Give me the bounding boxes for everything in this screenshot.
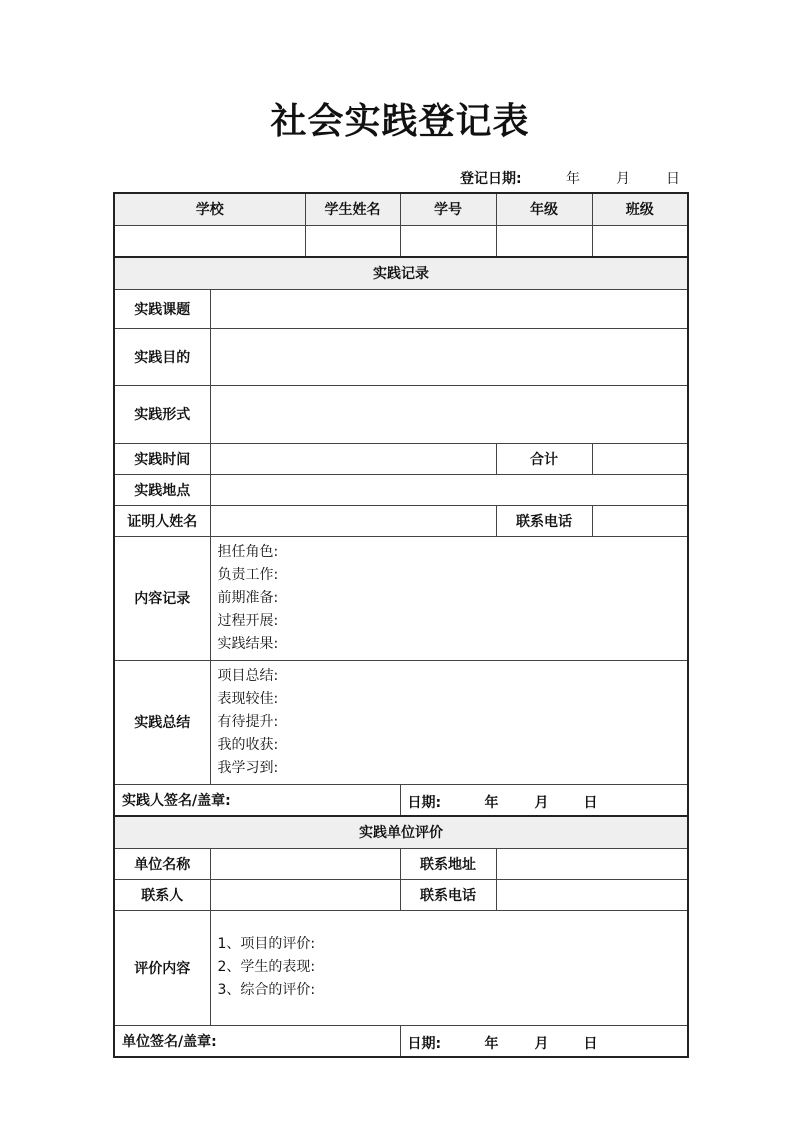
summary-label: 实践总结 xyxy=(114,660,210,784)
total-field[interactable] xyxy=(592,443,688,474)
witness-name-label: 证明人姓名 xyxy=(114,505,210,536)
unit-signature-field[interactable] xyxy=(114,1025,400,1057)
unit-name-label: 单位名称 xyxy=(114,848,210,879)
evaluation-item-overall: 3、综合的评价: xyxy=(217,981,316,998)
summary-item-strengths: 表现较佳: xyxy=(217,690,279,707)
header-student-id: 学号 xyxy=(400,193,496,225)
unit-signature-label: 单位签名/盖章: xyxy=(122,1033,217,1050)
practitioner-date-day: 日 xyxy=(583,794,598,811)
contact-address-label: 联系地址 xyxy=(400,848,496,879)
practitioner-date-year: 年 xyxy=(484,794,499,811)
summary-field[interactable] xyxy=(210,660,688,784)
student-name-field[interactable] xyxy=(305,225,400,257)
content-record-label: 内容记录 xyxy=(114,536,210,660)
witness-phone-field[interactable] xyxy=(592,505,688,536)
unit-date-month: 月 xyxy=(534,1035,549,1052)
contact-person-field[interactable] xyxy=(210,879,400,910)
content-item-process: 过程开展: xyxy=(217,612,279,629)
header-student-name: 学生姓名 xyxy=(305,193,400,225)
unit-phone-field[interactable] xyxy=(496,879,688,910)
practitioner-signature-field[interactable] xyxy=(114,784,400,816)
registration-date-year: 年 xyxy=(566,171,580,187)
header-grade: 年级 xyxy=(496,193,592,225)
unit-date-year: 年 xyxy=(484,1035,499,1052)
contact-address-field[interactable] xyxy=(496,848,688,879)
summary-item-gains: 我的收获: xyxy=(217,736,279,753)
practitioner-date-month: 月 xyxy=(534,794,549,811)
topic-field[interactable] xyxy=(210,289,688,328)
content-item-preparation: 前期准备: xyxy=(217,589,279,606)
purpose-field[interactable] xyxy=(210,328,688,385)
witness-phone-label: 联系电话 xyxy=(496,505,592,536)
practitioner-date-label: 日期: xyxy=(407,794,442,811)
content-item-result: 实践结果: xyxy=(217,635,279,652)
location-field[interactable] xyxy=(210,474,688,505)
purpose-label: 实践目的 xyxy=(114,328,210,385)
practitioner-date-field[interactable] xyxy=(400,784,688,816)
grade-field[interactable] xyxy=(496,225,592,257)
header-school: 学校 xyxy=(114,193,305,225)
unit-phone-label: 联系电话 xyxy=(400,879,496,910)
topic-label: 实践课题 xyxy=(114,289,210,328)
content-item-work: 负责工作: xyxy=(217,566,279,583)
contact-person-label: 联系人 xyxy=(114,879,210,910)
time-label: 实践时间 xyxy=(114,443,210,474)
content-record-field[interactable] xyxy=(210,536,688,660)
unit-date-field[interactable] xyxy=(400,1025,688,1057)
summary-item-improve: 有待提升: xyxy=(217,713,279,730)
evaluation-item-project: 1、项目的评价: xyxy=(217,935,316,952)
practice-record-section-title: 实践记录 xyxy=(114,257,688,289)
evaluation-content-label: 评价内容 xyxy=(114,910,210,1025)
registration-form-table xyxy=(113,192,689,1058)
evaluation-item-student: 2、学生的表现: xyxy=(217,958,316,975)
registration-date-day: 日 xyxy=(666,171,680,187)
unit-evaluation-section-title: 实践单位评价 xyxy=(114,816,688,848)
class-field[interactable] xyxy=(592,225,688,257)
summary-item-project: 项目总结: xyxy=(217,667,279,684)
header-class: 班级 xyxy=(592,193,688,225)
content-item-role: 担任角色: xyxy=(217,543,279,560)
form-label: 实践形式 xyxy=(114,385,210,443)
registration-date xyxy=(460,168,686,190)
registration-date-label: 登记日期: xyxy=(460,171,522,187)
form-field[interactable] xyxy=(210,385,688,443)
unit-date-day: 日 xyxy=(583,1035,598,1052)
total-label: 合计 xyxy=(496,443,592,474)
registration-date-month: 月 xyxy=(616,171,630,187)
witness-name-field[interactable] xyxy=(210,505,496,536)
summary-item-learned: 我学习到: xyxy=(217,759,279,776)
location-label: 实践地点 xyxy=(114,474,210,505)
practitioner-signature-label: 实践人签名/盖章: xyxy=(122,792,231,809)
time-field[interactable] xyxy=(210,443,496,474)
school-field[interactable] xyxy=(114,225,305,257)
page-title: 社会实践登记表 xyxy=(270,101,530,142)
unit-date-label: 日期: xyxy=(407,1035,442,1052)
evaluation-content-field[interactable] xyxy=(210,910,688,1025)
unit-name-field[interactable] xyxy=(210,848,400,879)
student-id-field[interactable] xyxy=(400,225,496,257)
